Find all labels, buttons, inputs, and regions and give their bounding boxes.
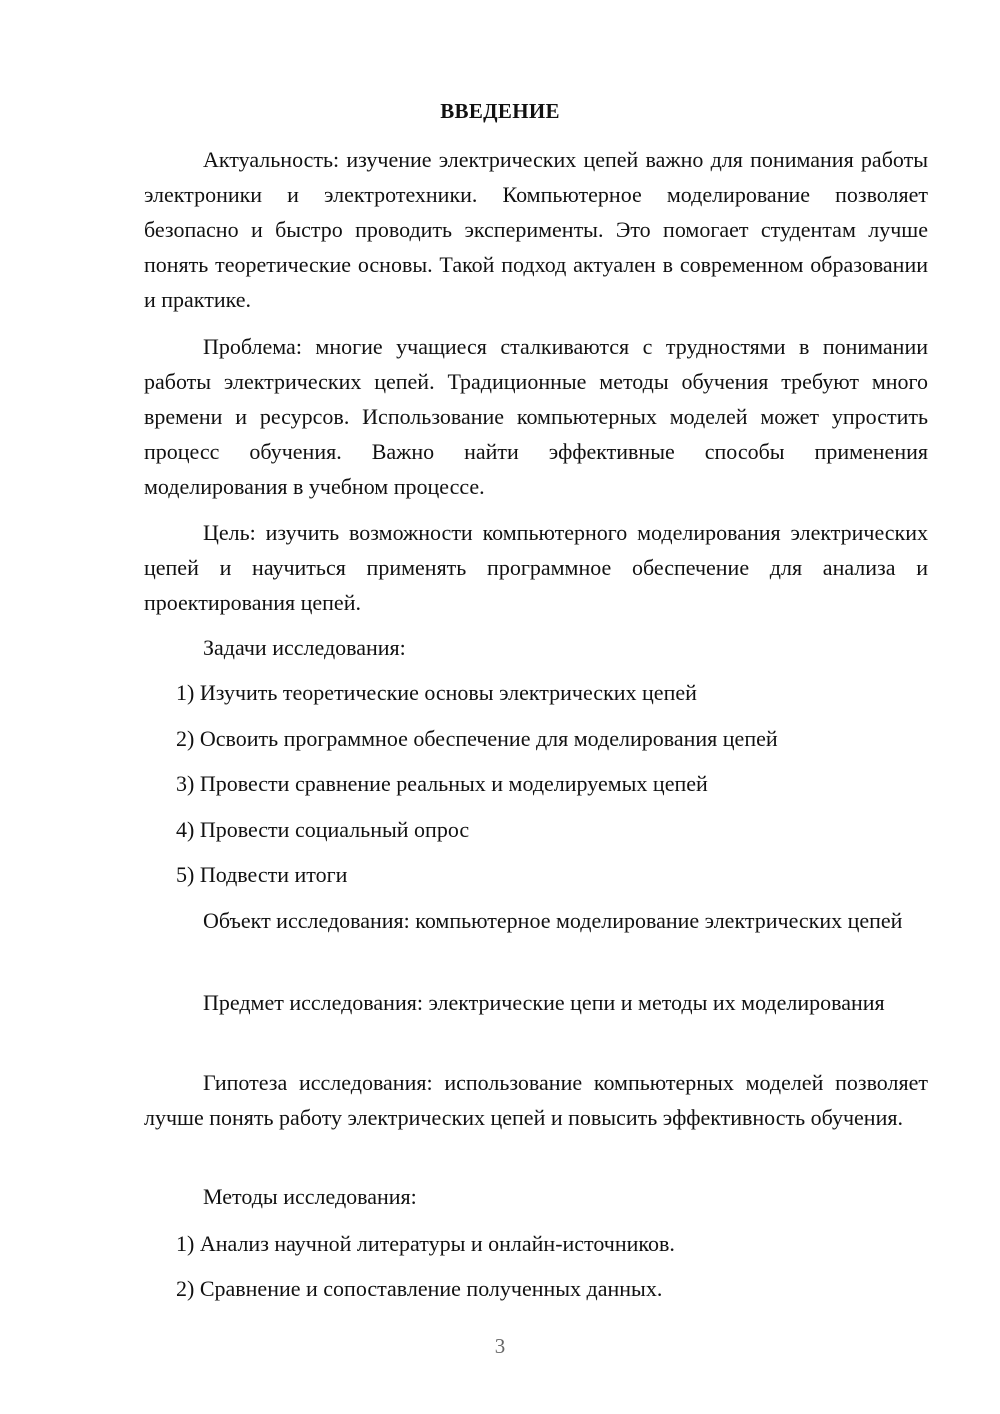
task-item: 5) Подвести итоги xyxy=(176,862,348,887)
object-paragraph: Объект исследования: компьютерное моделирование электрических цепей xyxy=(203,908,903,933)
page-number: 3 xyxy=(494,1334,506,1358)
task-item: 3) Провести сравнение реальных и моделируемых цепей xyxy=(176,771,708,796)
goal-paragraph: Цель: изучить возможности компьютерного моделирования электрических цепей и научиться применять программное обеспечение для анализа и проектирования цепей. xyxy=(144,520,928,615)
problem-paragraph: Проблема: многие учащиеся сталкиваются с трудностями в понимании работы электрических цепей. Традиционные методы обучения требуют много времени и ресурсов. Использование компьютерных моделей может упростить процесс обучения. Важно найти эффективные способы применения моделирования в учебном процессе. xyxy=(144,334,928,499)
relevance-paragraph: Актуальность: изучение электрических цепей важно для понимания работы электроники и электротехники. Компьютерное моделирование позволяет безопасно и быстро проводить эксперименты. Это помогает студентам лучше понять теоретические основы. Такой подход актуален в современном образовании и практике. xyxy=(144,147,928,312)
subject-paragraph: Предмет исследования: электрические цепи и методы их моделирования xyxy=(203,990,885,1015)
task-item: 1) Изучить теоретические основы электрических цепей xyxy=(176,680,697,705)
task-item: 2) Освоить программное обеспечение для моделирования цепей xyxy=(176,726,778,751)
tasks-heading: Задачи исследования: xyxy=(203,635,406,660)
method-item: 1) Анализ научной литературы и онлайн-источников. xyxy=(176,1231,675,1256)
method-item: 2) Сравнение и сопоставление полученных данных. xyxy=(176,1276,663,1301)
methods-heading: Методы исследования: xyxy=(203,1184,417,1209)
page-title: ВВЕДЕНИЕ xyxy=(440,99,560,123)
hypothesis-paragraph: Гипотеза исследования: использование компьютерных моделей позволяет лучше понять работу электрических цепей и повысить эффективность обучения. xyxy=(144,1070,928,1130)
task-item: 4) Провести социальный опрос xyxy=(176,817,470,842)
